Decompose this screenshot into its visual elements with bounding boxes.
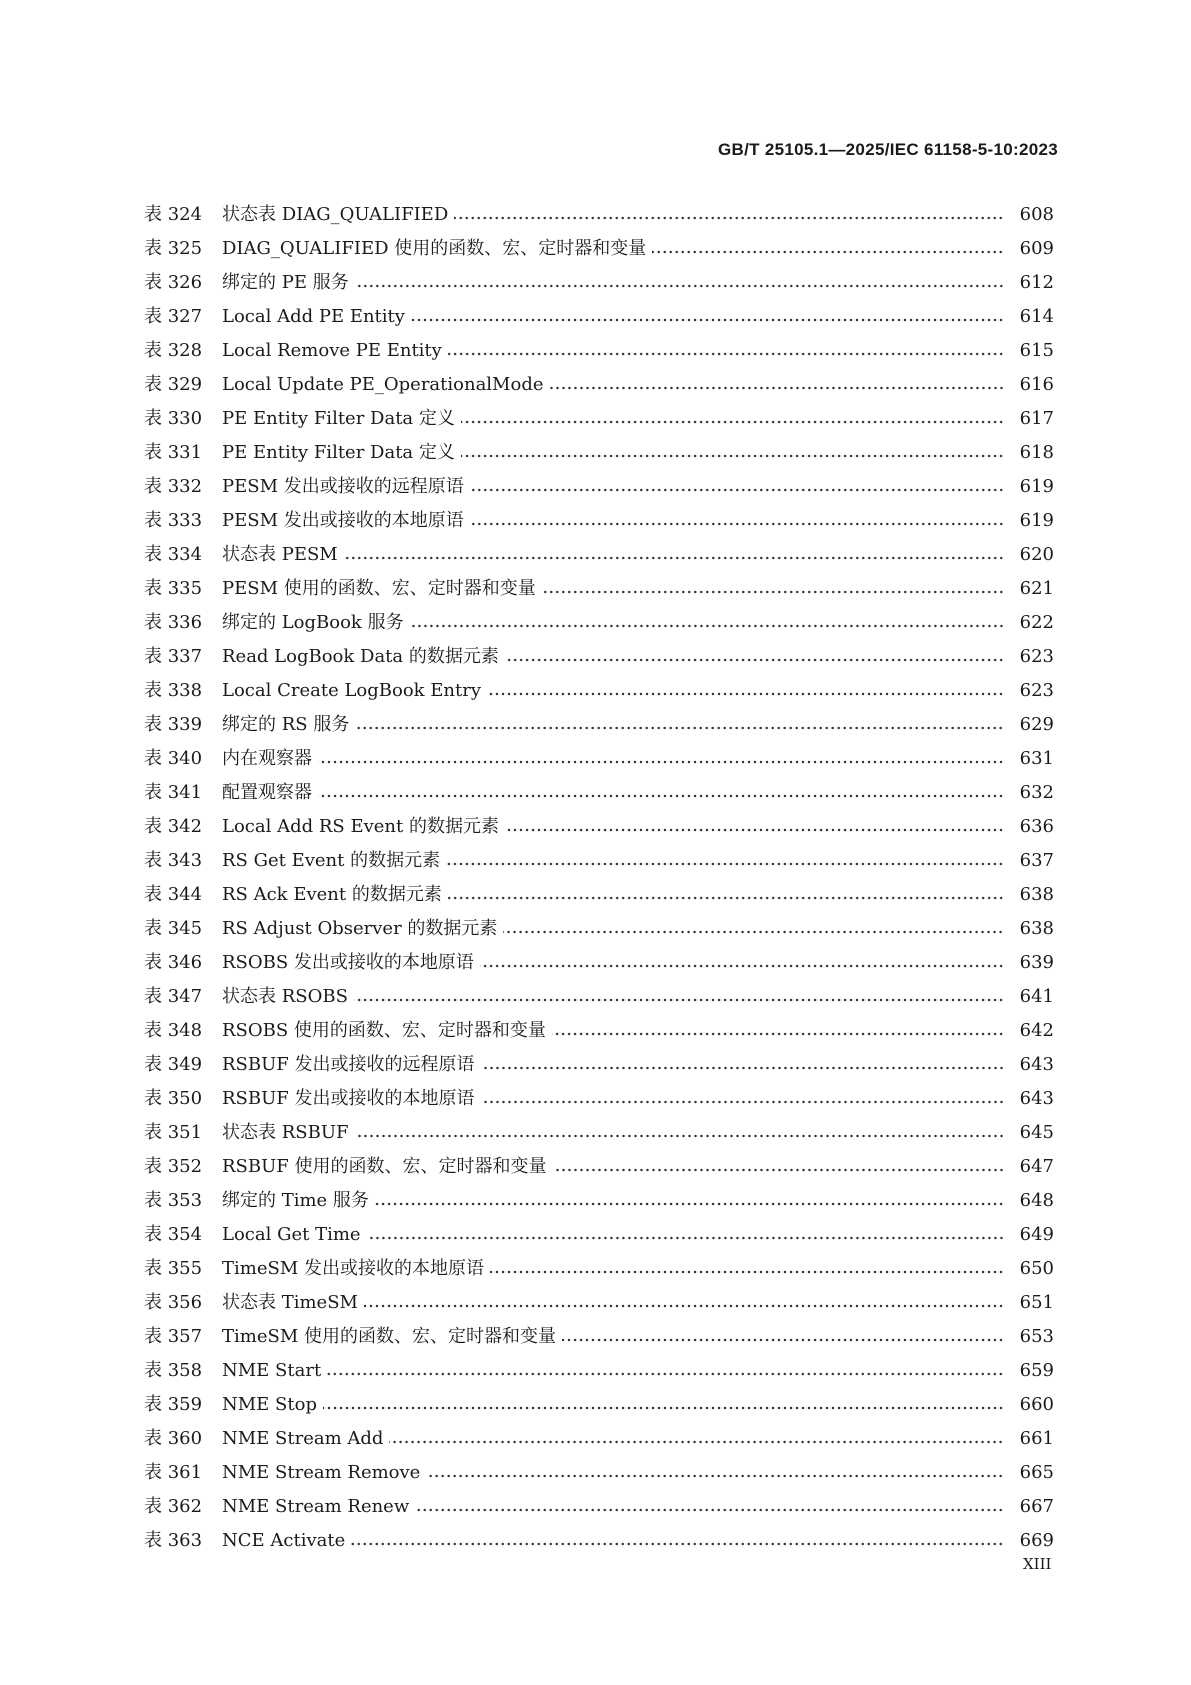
toc-entry[interactable] (144, 1280, 1054, 1314)
toc-entry[interactable] (144, 430, 1054, 464)
dot-leader (470, 521, 1004, 527)
toc-entry[interactable] (144, 1042, 1054, 1076)
toc-entry-title: RSBUF 使用的函数、宏、定时器和变量 (222, 1156, 547, 1177)
dot-leader (426, 1473, 1004, 1479)
toc-entry-title: RSBUF 发出或接收的本地原语 (222, 1088, 475, 1109)
toc-entry-title: 状态表 RSBUF (222, 1122, 349, 1143)
toc-entry-page-number: 661 (1019, 1428, 1054, 1449)
toc-entry-page-number: 619 (1019, 510, 1054, 531)
toc-entry[interactable] (144, 1076, 1054, 1110)
toc-entry[interactable] (144, 1314, 1054, 1348)
toc-entry-page-number: 648 (1019, 1190, 1054, 1211)
toc-entry-page-number: 621 (1019, 578, 1054, 599)
toc-entry-label: 表 326 (144, 272, 203, 293)
toc-entry-title: 状态表 PESM (222, 544, 338, 565)
dot-leader (415, 1507, 1004, 1513)
toc-entry-title: TimeSM 发出或接收的本地原语 (222, 1258, 484, 1279)
toc-entry-title: 内在观察器 (222, 748, 312, 769)
toc-entry[interactable] (144, 1450, 1054, 1484)
toc-entry-label: 表 329 (144, 374, 203, 395)
toc-entry[interactable] (144, 1212, 1054, 1246)
toc-entry-title: 绑定的 LogBook 服务 (222, 612, 404, 633)
toc-entry-title: NME Stream Renew (222, 1496, 410, 1517)
toc-entry-title: NME Stop (222, 1394, 317, 1415)
toc-entry-page-number: 645 (1019, 1122, 1054, 1143)
toc-entry-title: RSOBS 使用的函数、宏、定时器和变量 (222, 1020, 546, 1041)
toc-entry-label: 表 350 (144, 1088, 203, 1109)
toc-entry-title: 状态表 RSOBS (222, 986, 348, 1007)
dot-leader (355, 725, 1004, 731)
dot-leader (461, 453, 1004, 459)
toc-entry-title: PE Entity Filter Data 定义 (222, 442, 455, 463)
toc-entry-label: 表 362 (144, 1496, 203, 1517)
standard-number-header: GB/T 25105.1—2025/IEC 61158-5-10:2023 (718, 140, 1058, 159)
dot-leader (448, 895, 1004, 901)
toc-entry-page-number: 647 (1019, 1156, 1054, 1177)
dot-leader (367, 1235, 1004, 1241)
toc-entry-label: 表 334 (144, 544, 203, 565)
toc-entry[interactable] (144, 1382, 1054, 1416)
toc-entry-page-number: 667 (1019, 1496, 1054, 1517)
toc-entry[interactable] (144, 1144, 1054, 1178)
toc-entry-page-number: 629 (1019, 714, 1054, 735)
dot-leader (503, 929, 1004, 935)
dot-leader (446, 861, 1004, 867)
toc-entry[interactable] (144, 1246, 1054, 1280)
toc-entry-label: 表 351 (144, 1122, 203, 1143)
toc-entry-page-number: 643 (1019, 1088, 1054, 1109)
toc-entry-title: RS Adjust Observer 的数据元素 (222, 918, 498, 939)
dot-leader (542, 589, 1004, 595)
dot-leader (389, 1439, 1004, 1445)
toc-entry-label: 表 361 (144, 1462, 203, 1483)
toc-entry-label: 表 349 (144, 1054, 203, 1075)
dot-leader (461, 419, 1004, 425)
toc-entry-label: 表 328 (144, 340, 203, 361)
toc-entry[interactable] (144, 1416, 1054, 1450)
toc-entry[interactable] (144, 396, 1054, 430)
toc-entry-title: Local Get Time (222, 1224, 361, 1245)
dot-leader (652, 249, 1004, 255)
toc-entry-title: RS Get Event 的数据元素 (222, 850, 441, 871)
toc-entry-title: NME Stream Remove (222, 1462, 421, 1483)
toc-entry-title: 状态表 DIAG_QUALIFIED (222, 204, 449, 225)
toc-entry-title: PESM 发出或接收的远程原语 (222, 476, 464, 497)
toc-entry-title: 绑定的 Time 服务 (222, 1190, 369, 1211)
toc-entry-page-number: 620 (1019, 544, 1054, 565)
toc-entry-title: RSOBS 发出或接收的本地原语 (222, 952, 474, 973)
dot-leader (355, 1133, 1005, 1139)
toc-entry-label: 表 360 (144, 1428, 203, 1449)
dot-leader (505, 657, 1004, 663)
toc-entry-label: 表 357 (144, 1326, 203, 1347)
toc-entry-label: 表 337 (144, 646, 203, 667)
toc-entry-label: 表 359 (144, 1394, 203, 1415)
toc-entry[interactable] (144, 192, 1054, 226)
toc-entry-title: Local Add RS Event 的数据元素 (222, 816, 499, 837)
toc-entry-page-number: 612 (1019, 272, 1054, 293)
toc-entry-page-number: 615 (1019, 340, 1054, 361)
toc-entry[interactable] (144, 566, 1054, 600)
toc-entry-label: 表 348 (144, 1020, 203, 1041)
toc-entry-page-number: 609 (1019, 238, 1054, 259)
toc-entry-page-number: 642 (1019, 1020, 1054, 1041)
dot-leader (553, 1167, 1005, 1173)
toc-entry-label: 表 332 (144, 476, 203, 497)
toc-entry-page-number: 616 (1019, 374, 1054, 395)
toc-entry[interactable] (144, 362, 1054, 396)
toc-entry-title: PESM 发出或接收的本地原语 (222, 510, 464, 531)
toc-entry-page-number: 651 (1019, 1292, 1054, 1313)
toc-entry-title: Local Update PE_OperationalMode (222, 374, 544, 395)
toc-entry-title: NME Stream Add (222, 1428, 384, 1449)
toc-entry-label: 表 352 (144, 1156, 203, 1177)
toc-entry[interactable] (144, 260, 1054, 294)
dot-leader (410, 623, 1004, 629)
dot-leader (327, 1371, 1004, 1377)
toc-entry[interactable] (144, 804, 1054, 838)
toc-entry-label: 表 343 (144, 850, 203, 871)
toc-entry-title: NCE Activate (222, 1530, 346, 1551)
dot-leader (355, 283, 1004, 289)
toc-entry-page-number: 649 (1019, 1224, 1054, 1245)
toc-entry-label: 表 342 (144, 816, 203, 837)
toc-entry-page-number: 659 (1019, 1360, 1054, 1381)
toc-entry-title: 绑定的 RS 服务 (222, 714, 350, 735)
toc-entry-label: 表 336 (144, 612, 203, 633)
toc-entry-title: 状态表 TimeSM (222, 1292, 358, 1313)
toc-entry[interactable] (144, 498, 1054, 532)
toc-entry-page-number: 643 (1019, 1054, 1054, 1075)
dot-leader (354, 997, 1004, 1003)
dot-leader (448, 351, 1004, 357)
toc-entry-page-number: 608 (1019, 204, 1054, 225)
toc-entry-page-number: 638 (1019, 884, 1054, 905)
toc-entry-title: TimeSM 使用的函数、宏、定时器和变量 (222, 1326, 556, 1347)
toc-entry[interactable] (144, 736, 1054, 770)
dot-leader (481, 1065, 1005, 1071)
toc-entry-label: 表 353 (144, 1190, 203, 1211)
toc-entry[interactable] (144, 1484, 1054, 1518)
dot-leader (481, 1099, 1005, 1105)
toc-entry[interactable] (144, 226, 1054, 260)
dot-leader (375, 1201, 1004, 1207)
toc-entry-page-number: 650 (1019, 1258, 1054, 1279)
toc-entry-page-number: 669 (1019, 1530, 1054, 1551)
toc-entry-label: 表 340 (144, 748, 203, 769)
toc-entry[interactable] (144, 668, 1054, 702)
dot-leader (562, 1337, 1004, 1343)
toc-entry-label: 表 355 (144, 1258, 203, 1279)
dot-leader (480, 963, 1004, 969)
toc-entry-label: 表 354 (144, 1224, 203, 1245)
toc-entry-title: Local Add PE Entity (222, 306, 405, 327)
toc-entry-label: 表 325 (144, 238, 203, 259)
toc-entry-label: 表 324 (144, 204, 203, 225)
toc-entry-label: 表 330 (144, 408, 203, 429)
toc-entry-title: Read LogBook Data 的数据元素 (222, 646, 499, 667)
toc-entry-page-number: 632 (1019, 782, 1054, 803)
toc-entry-title: NME Start (222, 1360, 322, 1381)
dot-leader (318, 793, 1004, 799)
toc-entry[interactable] (144, 1178, 1054, 1212)
dot-leader (490, 1269, 1004, 1275)
toc-entry[interactable] (144, 1008, 1054, 1042)
toc-entry-page-number: 623 (1019, 646, 1054, 667)
table-of-contents-list (144, 192, 1054, 1552)
toc-entry-title: RS Ack Event 的数据元素 (222, 884, 442, 905)
toc-entry-label: 表 358 (144, 1360, 203, 1381)
toc-entry-page-number: 622 (1019, 612, 1054, 633)
toc-entry-page-number: 619 (1019, 476, 1054, 497)
toc-entry-title: Local Remove PE Entity (222, 340, 442, 361)
toc-entry-page-number: 639 (1019, 952, 1054, 973)
toc-entry[interactable] (144, 464, 1054, 498)
toc-entry[interactable] (144, 600, 1054, 634)
toc-entry-label: 表 345 (144, 918, 203, 939)
toc-entry[interactable] (144, 294, 1054, 328)
toc-entry-page-number: 617 (1019, 408, 1054, 429)
dot-leader (323, 1405, 1004, 1411)
toc-entry-title: PE Entity Filter Data 定义 (222, 408, 455, 429)
toc-entry-label: 表 333 (144, 510, 203, 531)
toc-entry[interactable] (144, 1518, 1054, 1552)
toc-entry-label: 表 339 (144, 714, 203, 735)
toc-entry[interactable] (144, 770, 1054, 804)
toc-entry-label: 表 344 (144, 884, 203, 905)
toc-entry-page-number: 637 (1019, 850, 1054, 871)
toc-entry-label: 表 338 (144, 680, 203, 701)
toc-entry[interactable] (144, 974, 1054, 1008)
page-folio: XIII (1023, 1555, 1052, 1573)
dot-leader (487, 691, 1004, 697)
toc-entry-page-number: 641 (1019, 986, 1054, 1007)
toc-entry-label: 表 347 (144, 986, 203, 1007)
toc-entry-label: 表 335 (144, 578, 203, 599)
toc-entry-title: RSBUF 发出或接收的远程原语 (222, 1054, 475, 1075)
toc-entry-label: 表 341 (144, 782, 203, 803)
toc-entry[interactable] (144, 906, 1054, 940)
dot-leader (550, 385, 1004, 391)
toc-entry[interactable] (144, 702, 1054, 736)
toc-entry-label: 表 331 (144, 442, 203, 463)
toc-entry[interactable] (144, 634, 1054, 668)
toc-entry-label: 表 346 (144, 952, 203, 973)
toc-entry-title: 绑定的 PE 服务 (222, 272, 349, 293)
dot-leader (454, 215, 1004, 221)
toc-entry-page-number: 665 (1019, 1462, 1054, 1483)
dot-leader (351, 1541, 1004, 1547)
toc-entry-title: DIAG_QUALIFIED 使用的函数、宏、定时器和变量 (222, 238, 647, 259)
dot-leader (364, 1303, 1004, 1309)
dot-leader (318, 759, 1004, 765)
toc-entry[interactable] (144, 328, 1054, 362)
toc-entry-page-number: 660 (1019, 1394, 1054, 1415)
toc-entry[interactable] (144, 1110, 1054, 1144)
toc-entry[interactable] (144, 872, 1054, 906)
dot-leader (470, 487, 1004, 493)
toc-entry[interactable] (144, 838, 1054, 872)
toc-entry-page-number: 614 (1019, 306, 1054, 327)
toc-entry[interactable] (144, 532, 1054, 566)
toc-entry-page-number: 636 (1019, 816, 1054, 837)
toc-entry-label: 表 327 (144, 306, 203, 327)
toc-entry[interactable] (144, 940, 1054, 974)
toc-entry-page-number: 623 (1019, 680, 1054, 701)
dot-leader (411, 317, 1004, 323)
dot-leader (344, 555, 1004, 561)
toc-entry-page-number: 618 (1019, 442, 1054, 463)
toc-entry-page-number: 653 (1019, 1326, 1054, 1347)
toc-entry[interactable] (144, 1348, 1054, 1382)
dot-leader (552, 1031, 1004, 1037)
toc-entry-title: PESM 使用的函数、宏、定时器和变量 (222, 578, 536, 599)
toc-entry-label: 表 363 (144, 1530, 203, 1551)
toc-entry-label: 表 356 (144, 1292, 203, 1313)
toc-entry-page-number: 638 (1019, 918, 1054, 939)
toc-entry-page-number: 631 (1019, 748, 1054, 769)
toc-entry-title: Local Create LogBook Entry (222, 680, 482, 701)
dot-leader (505, 827, 1004, 833)
toc-entry-title: 配置观察器 (222, 782, 312, 803)
